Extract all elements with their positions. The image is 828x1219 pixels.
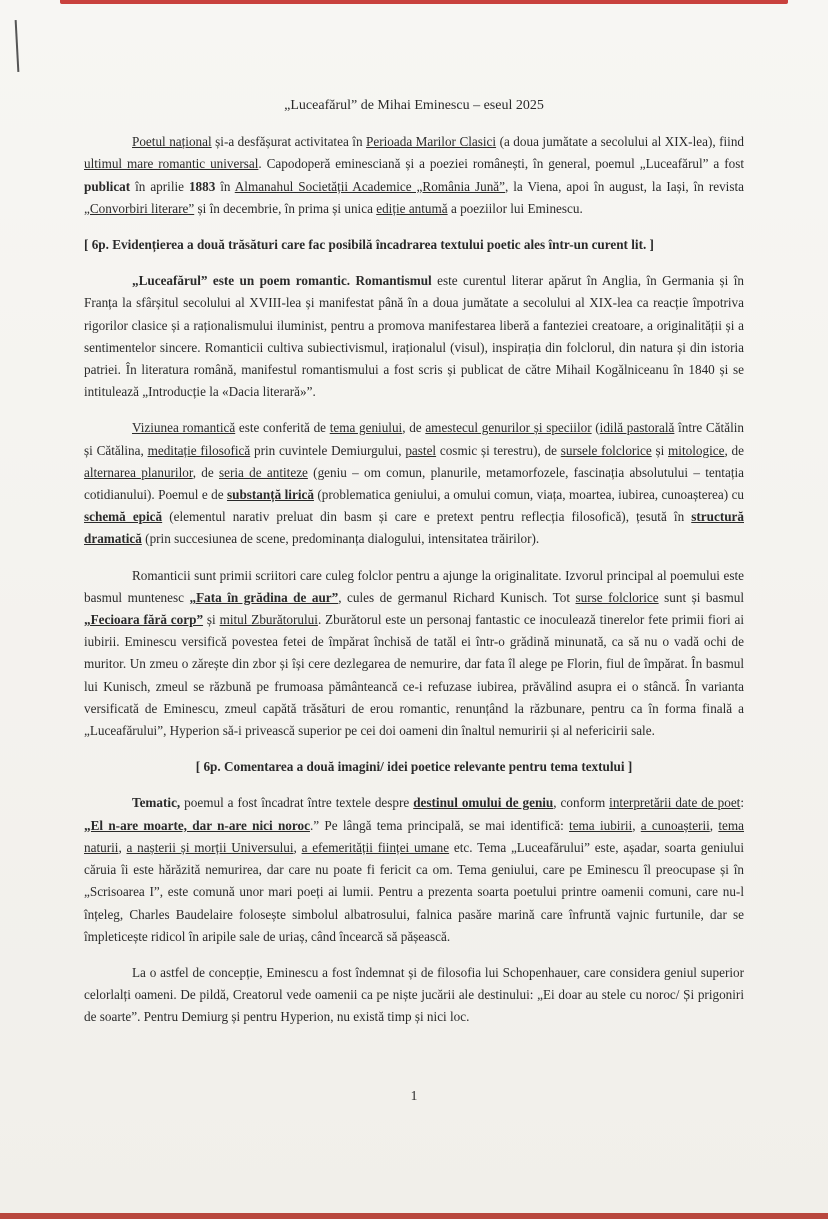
text-run: „Convorbiri literare”	[84, 200, 195, 216]
text-run: a nașterii și morții Universului	[126, 839, 294, 855]
text-run: „Fata în grădina de aur”	[189, 589, 339, 605]
page-top-edge	[60, 0, 788, 4]
pen-mark	[15, 20, 20, 72]
text-run: substanță lirică	[226, 487, 314, 503]
text-run: în	[215, 178, 235, 194]
schopenhauer-paragraph	[84, 962, 744, 1029]
text-run: ultimul mare romantic universal	[84, 156, 259, 172]
text-run: a efemerității ființei umane	[301, 839, 450, 855]
text-run: ,	[632, 817, 641, 833]
text-run: amestecul genurilor și speciilor	[425, 420, 592, 436]
text-run: , cules de germanul Richard Kunisch. Tot	[338, 589, 576, 605]
text-run: pastel	[405, 442, 437, 458]
text-run: :	[740, 795, 745, 811]
text-run: publicat	[84, 178, 131, 194]
text-run: și-a desfășurat activitatea în	[211, 134, 367, 150]
text-run: ,	[293, 839, 302, 855]
text-run: și	[203, 612, 220, 628]
text-run: Tematic,	[132, 795, 181, 811]
text-run: mitologice	[668, 442, 725, 458]
text-run: , de	[724, 442, 744, 458]
section-heading-1: [ 6p. Evidențierea a două trăsături care fac posibilă încadrarea textului poetic ales într-un curent lit. ]	[84, 237, 654, 253]
text-run: . Capodoperă eminesciană și a poeziei românești, în general, poemul „Luceafărul” a fost	[258, 156, 744, 172]
text-run: tema geniului	[329, 420, 403, 436]
text-run: „Fecioara fără corp”	[84, 612, 204, 628]
text-run: Poetul național	[132, 134, 212, 150]
text-run: Perioada Marilor Clasici	[366, 134, 497, 150]
text-run: seria de antiteze	[219, 464, 308, 480]
text-run: Almanahul Societății Academice „România Jună”	[234, 178, 505, 194]
text-run: meditație filosofică	[147, 442, 251, 458]
section-heading-2: [ 6p. Comentarea a două imagini/ idei poetice relevante pentru tema textului ]	[195, 759, 633, 775]
text-run: structură dramatică	[84, 509, 744, 547]
text-run: sunt și basmul	[658, 589, 744, 605]
text-run: sursele folclorice	[560, 442, 652, 458]
text-run: a cunoașterii	[640, 817, 710, 833]
text-run: „Luceafărul” este un poem romantic. Romantismul	[132, 273, 432, 289]
text-run: este conferită de	[235, 420, 330, 436]
text-run: cosmic și terestru), de	[436, 442, 561, 458]
document-title: „Luceafărul” de Mihai Eminescu – eseul 2025	[284, 98, 544, 113]
text-run: și	[651, 442, 669, 458]
text-run: este curentul literar apărut în Anglia, în Germania și în Franța la sfârșitul secolului al XVIII-lea și manifestat până în a doua jumătate a secolului al XIX-lea ca reacție împotriva rigorilor clasice și a raționalismului iluminist, pentru a promova manifestarea liberă a fanteziei creatoare, a originalității și a sentimentelor sincere. Romanticii cultiva subiectivismul, iraționalul (visul), inspirația din folclorul, din natura și din istoria patriei. În literatura română, manifestul romantismului a fost scris și publicat de către Mihail Kogălniceanu în 1840 și se intitulează „Introducție la «Dacia literară»”.	[84, 273, 744, 400]
text-run: destinul omului de geniu	[413, 795, 554, 811]
text-run: poemul a fost încadrat între textele despre	[180, 795, 414, 811]
text-run: „El n-are moarte, dar n-are nici noroc	[84, 817, 310, 833]
text-run: 1883	[188, 178, 216, 194]
text-run: în aprilie	[130, 178, 189, 194]
text-run: , de	[192, 464, 220, 480]
text-run: tema iubirii	[569, 817, 633, 833]
text-run: (geniu – om comun, planurile, metamorfozele, fascinația absolutului – tentația cotidianului). Poemul e de	[84, 464, 745, 503]
text-run: prin cuvintele Demiurgului,	[250, 442, 406, 458]
text-run: (problematica geniului, a omului comun, viața, moartea, iubirea, cunoașterea) cu	[313, 487, 745, 503]
text-run: între Cătălin și Cătălina,	[84, 420, 744, 458]
text-run: (elementul narativ preluat din basm și care e pretext pentru reflecția filosofică), țesută în	[162, 509, 692, 525]
text-run: a poeziilor lui Eminescu.	[447, 200, 583, 216]
text-run: La o astfel de concepție, Eminescu a fost îndemnat și de filosofia lui Schopenhauer, care considera geniul superior celorlalți oameni. De pildă, Creatorul vede oamenii ca pe niște jucării ale destinului: „Ei doar au stele cu noroc/ Și prigoniri de soarte”. Pentru Demiurg și pentru Hyperion, nu există timp și nici loc.	[84, 964, 744, 1025]
text-run: etc. Tema „Luceafărului” este, așadar, soarta geniului căruia îi este hărăzită nemurirea, dar care nu poate fi fericit ca om. Tema geniului, care pe Eminescu îl preocupase și în „Scrisoarea I”, este comună unor mari poeți ai lumii. Pentru a prezenta soarta poetului printre oamenii comuni, care nu-l înțeleg, Charles Baudelaire folosește simbolul albatrosului, falnica pasăre marină care înfruntă vajnic furtunile, dar se împleticește ridicol în aripile sale de uriaș, când încearcă să pășească.	[84, 839, 745, 944]
text-run: , conform	[553, 795, 610, 811]
text-run: Romanticii sunt primii scriitori care culeg folclor pentru a ajunge la originalitate. Izvorul principal al poemului este basmul muntenesc	[84, 567, 744, 605]
intro-paragraph	[84, 131, 744, 220]
page-bottom-edge	[0, 1213, 828, 1219]
text-run: surse folclorice	[575, 589, 659, 605]
text-run: (	[591, 420, 600, 436]
text-run: Viziunea romantică	[132, 420, 236, 436]
document-body	[84, 95, 744, 1043]
text-run: schemă epică	[84, 509, 163, 525]
text-run: idilă pastorală	[599, 420, 675, 436]
text-run: ,	[118, 839, 127, 855]
text-run: alternarea planurilor	[84, 464, 193, 480]
viziune-paragraph	[84, 417, 744, 550]
text-run: ,	[709, 817, 719, 833]
text-run: ediție antumă	[376, 200, 448, 216]
text-run: (a doua jumătate a secolului al XIX-lea), fiind	[496, 134, 745, 150]
folclor-paragraph	[84, 565, 744, 743]
text-run: .” Pe lângă tema principală, se mai identifică:	[309, 817, 570, 833]
text-run: , de	[402, 420, 426, 436]
tematic-paragraph	[84, 792, 744, 947]
text-run: interpretării date de poet	[609, 795, 741, 811]
page-number: 1	[410, 1088, 418, 1103]
text-run: și în decembrie, în prima și unica	[194, 200, 377, 216]
text-run: , la Viena, apoi în august, la Iași, în revista	[505, 178, 744, 194]
text-run: . Zburătorul este un personaj fantastic ce inoculează tinerelor fete primii fiori ai iubirii. Eminescu versifică povestea fetei de împărat închisă de tatăl ei într-o grădină minunată, ca să nu o vadă ochi de muritor. Un zmeu o zărește din zbor și își cere dezlegarea de nemurire, dar fata îl alege pe Florin, fiul de împărat. În basmul lui Kunisch, zmeul se răzbună pe frumoasa pământeancă ce-i refuzase iubirea, prăvălind asupra ei o stâncă. În varianta versificată de Eminescu, zmeul capătă trăsături de erou romantic, renunțând la răzbunare, pentru ca în forma finală a „Luceafărului”, Hyperion să-i privească superior pe cei doi oameni din înaltul nemuririi și al nefericirii sale.	[84, 612, 744, 739]
romantism-paragraph	[84, 270, 744, 403]
text-run: tema naturii	[84, 817, 745, 855]
text-run: (prin succesiunea de scene, predominanța dialogului, intensitatea trăirilor).	[141, 531, 540, 547]
text-run: mitul Zburătorului	[219, 612, 318, 628]
